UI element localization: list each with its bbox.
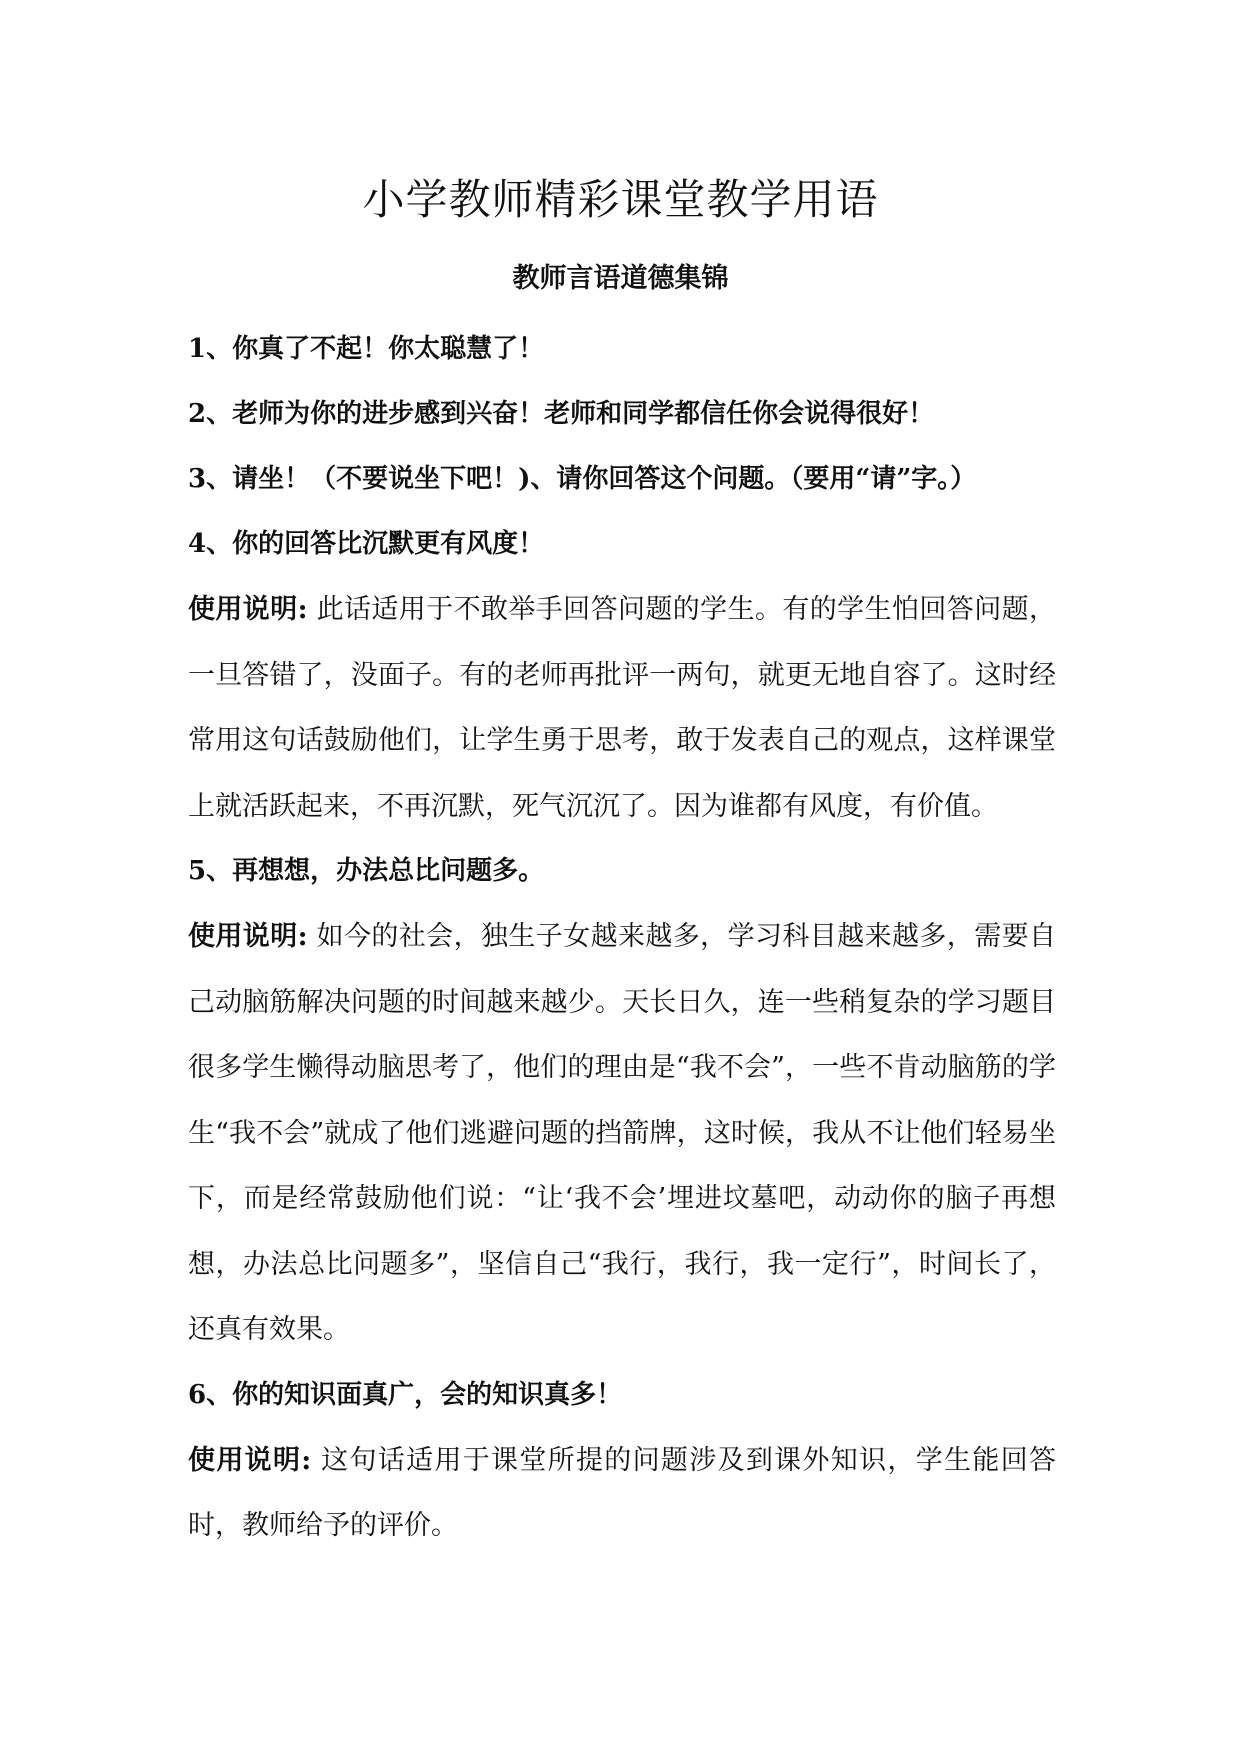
usage-note-text: 此话适用于不敢举手回答问题的学生。有的学生怕回答问题，一旦答错了，没面子。有的老师再批评一两句，就更无地自容了。这时经常用这句话鼓励他们，让学生勇于思考，敢于发表自己的观点，这样课堂上就活跃起来，不再沉默，死气沉沉了。因为谁都有风度，有价值。 [188,594,1056,822]
usage-note-5 [188,904,1056,1363]
phrase-item-2: 2、老师为你的进步感到兴奋！老师和同学都信任你会说得很好！ [188,399,935,429]
phrase-item-6: 6、你的知识面真广，会的知识真多！ [188,1379,623,1410]
usage-note-text: 这句话适用于课堂所提的问题涉及到课外知识，学生能回答时，教师给予的评价。 [188,1444,1057,1541]
phrase-item-5: 5、再想想，办法总比问题多。 [188,856,545,886]
usage-note-label: 使用说明: [188,1444,312,1476]
usage-note-text: 如今的社会，独生子女越来越多，学习科目越来越多，需要自己动脑筋解决问题的时间越来越少。天长日久，连一些稍复杂的学习题目很多学生懒得动脑思考了，他们的理由是“我不会”，一些不肯动脑筋的学生“我不会”就成了他们逃避问题的挡箭牌，这时候，我从不让他们轻易坐下，而是经常鼓励他们说：“让‘我不会’埋进坟墓吧，动动你的脑子再想想，办法总比问题多”，坚信自己“我行，我行，我一定行”，时间长了，还真有效果。 [188,921,1056,1345]
document-body [188,317,1056,1559]
usage-note-label: 使用说明: [188,594,308,625]
phrase-item-3: 3、请坐！（不要说坐下吧！)、请你回答这个问题。（要用“请”字。） [188,464,977,494]
page-subtitle: 教师言语道德集锦 [512,263,729,294]
phrase-item-4: 4、你的回答比沉默更有风度！ [188,529,545,559]
phrase-item-1: 1、你真了不起！你太聪慧了！ [188,334,545,364]
usage-note-6 [188,1428,1056,1559]
page-title: 小学教师精彩课堂教学用语 [362,175,879,224]
usage-note-label: 使用说明: [188,921,308,952]
usage-note-4 [188,577,1056,839]
